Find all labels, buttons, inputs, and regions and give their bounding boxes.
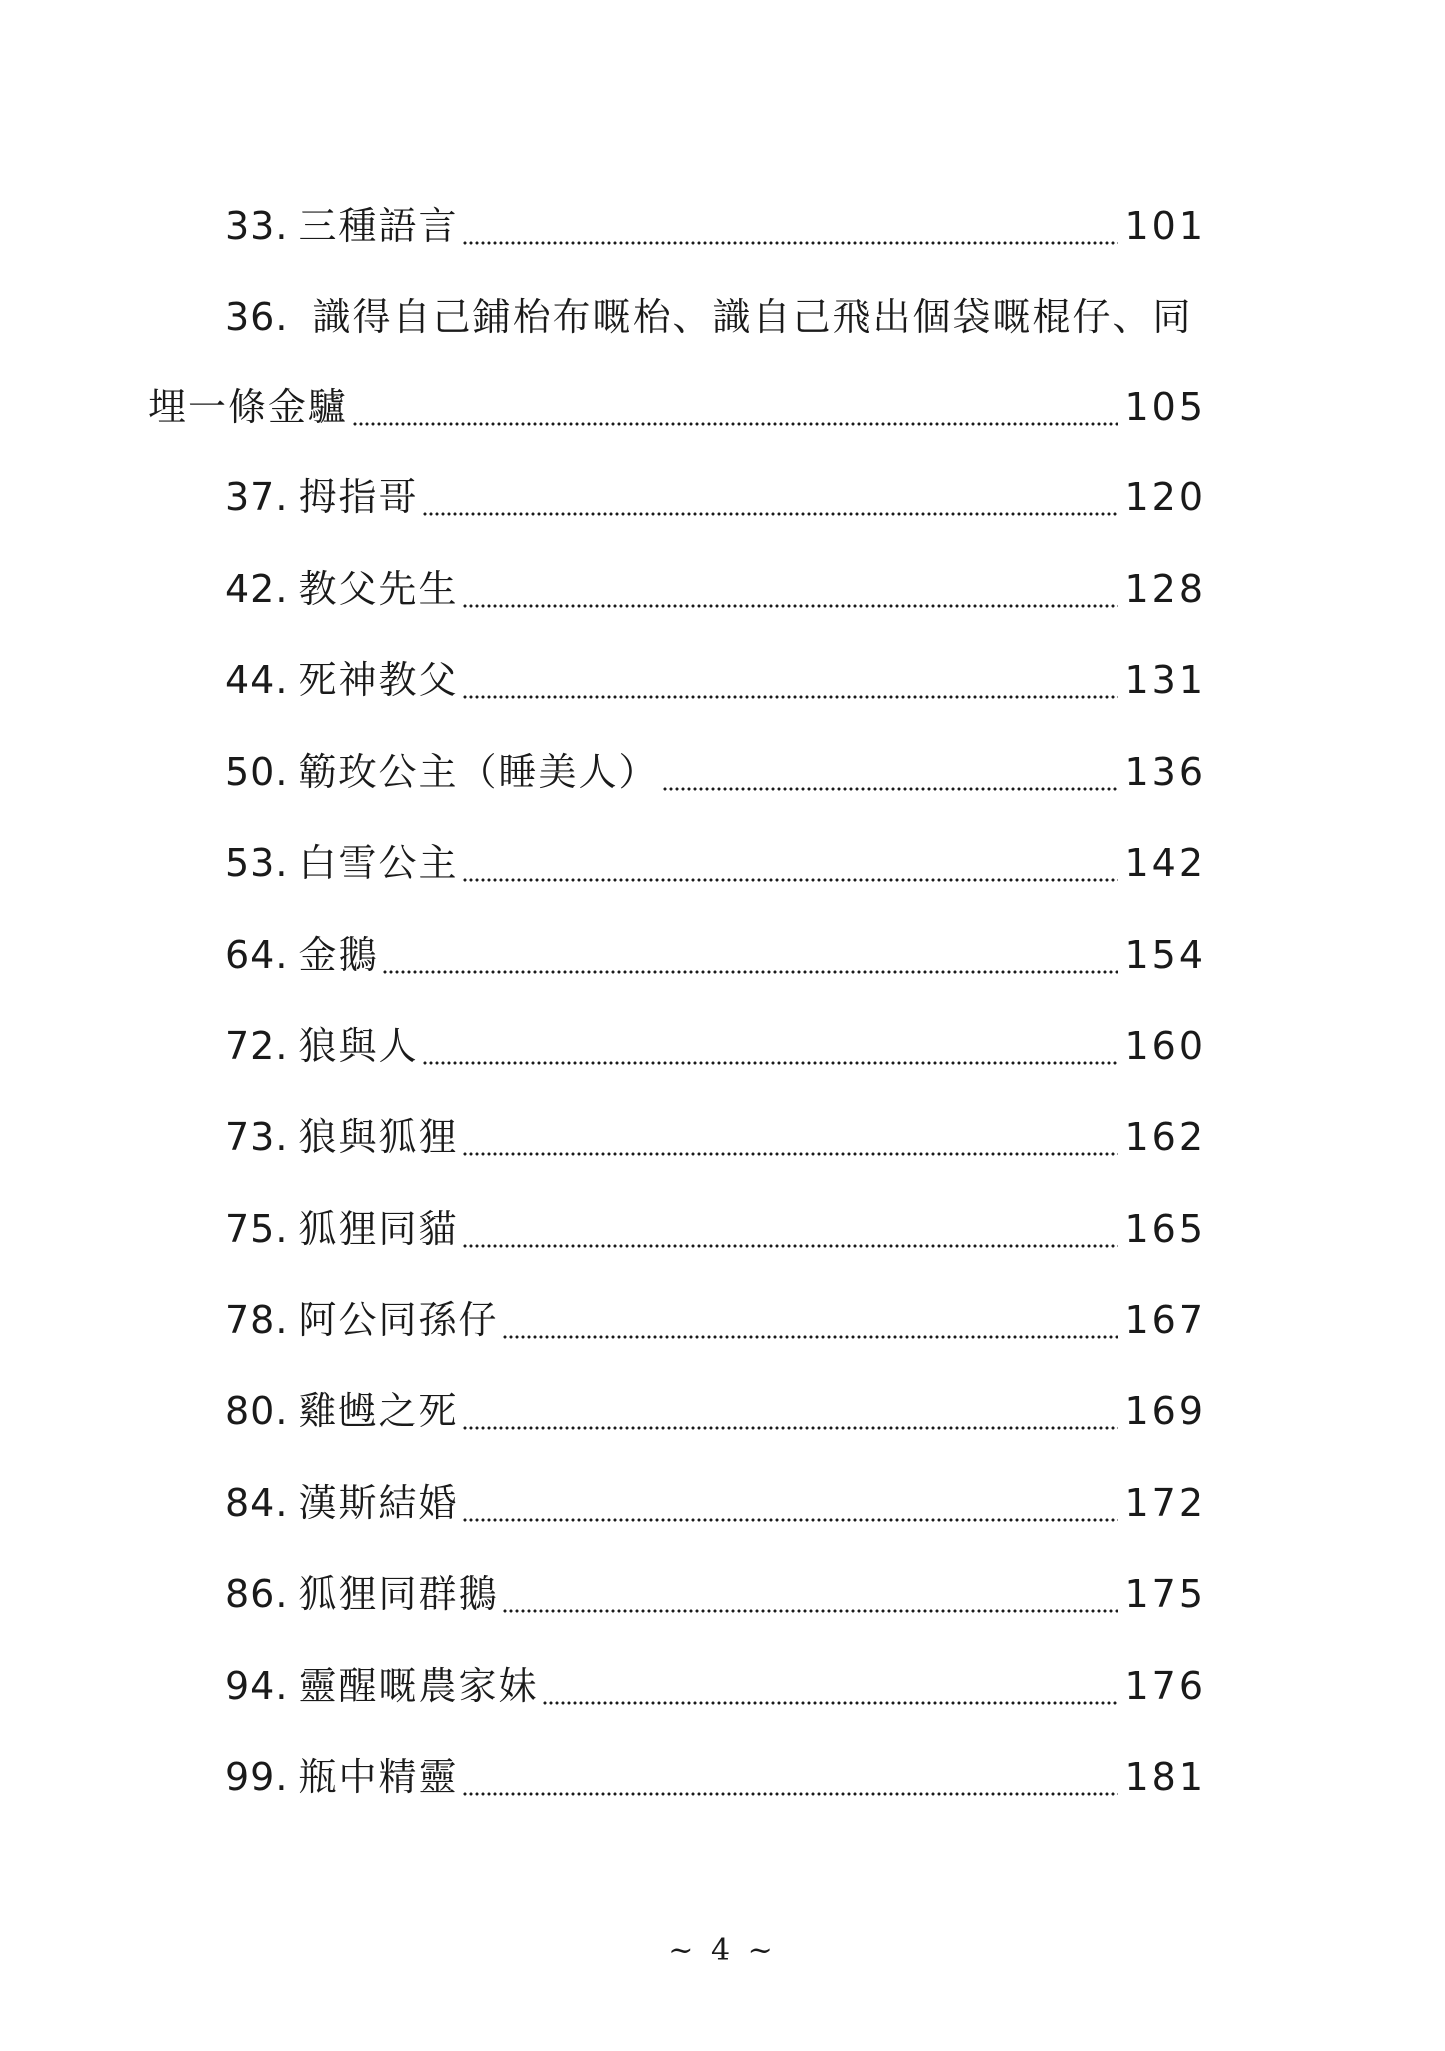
toc-entry[interactable] [0,467,1445,527]
toc-entry[interactable] [0,742,1445,802]
dot-leader [502,1564,1118,1624]
toc-entry[interactable] [0,925,1445,985]
dot-leader [462,650,1118,710]
toc-entry-number: 53. [225,841,289,885]
toc-entry-title-line1: 識得自己鋪枱布嘅枱、識自己飛出個袋嘅棍仔、同 [312,295,1193,339]
toc-entry-page: 176 [1124,1664,1206,1708]
toc-entry-page: 169 [1124,1389,1206,1433]
toc-entry-page: 105 [1124,385,1206,429]
toc-entry-number: 36. [225,295,289,339]
dot-leader [382,925,1118,985]
toc-entry-page: 165 [1124,1207,1206,1251]
toc-entry-number: 44. [225,658,289,702]
toc-entry[interactable] [0,650,1445,710]
toc-entry-page: 101 [1124,204,1206,248]
toc-entry-page: 142 [1124,841,1206,885]
toc-entry-title: 阿公同孫仔 [298,1298,499,1342]
dot-leader [422,1016,1118,1076]
toc-entry-title: 金鵝 [298,933,379,977]
toc-entry-number: 37. [225,475,289,519]
toc-entry[interactable] [0,833,1445,893]
toc-entry[interactable] [0,1016,1445,1076]
toc-entry-page: 160 [1124,1024,1206,1068]
dot-leader [422,467,1118,527]
toc-entry-page: 172 [1124,1481,1206,1525]
toc-entry[interactable] [0,1473,1445,1533]
dot-leader [462,1381,1118,1441]
dot-leader [462,196,1118,256]
toc-entry-title: 死神教父 [298,658,459,702]
toc-entry-page: 167 [1124,1298,1206,1342]
toc-entry-number: 50. [225,750,289,794]
toc-entry[interactable] [0,1290,1445,1350]
dot-leader [352,377,1118,437]
toc-entry-page: 128 [1124,567,1206,611]
page-number: ~ 4 ~ [668,1933,777,1968]
toc-entry-number: 86. [225,1572,289,1616]
toc-entry-page: 154 [1124,933,1206,977]
toc-entry-title: 白雪公主 [298,841,459,885]
toc-entry[interactable] [0,1564,1445,1624]
toc-entry-title: 狼與人 [298,1024,419,1068]
dot-leader [462,1747,1118,1807]
toc-entry-title: 雞乸之死 [298,1389,459,1433]
toc-entry[interactable] [0,1656,1445,1716]
toc-entry[interactable] [0,1107,1445,1167]
toc-entry-number: 72. [225,1024,289,1068]
toc-entry-page: 131 [1124,658,1206,702]
toc-entry-title: 瓶中精靈 [298,1755,459,1799]
toc-entry-number: 84. [225,1481,289,1525]
toc-entry[interactable] [0,196,1445,256]
toc-entry-number: 64. [225,933,289,977]
dot-leader [502,1290,1118,1350]
toc-entry-number: 42. [225,567,289,611]
dot-leader [462,559,1118,619]
toc-entry-title: 狐狸同群鵝 [298,1572,499,1616]
toc-entry-page: 120 [1124,475,1206,519]
dot-leader [462,1473,1118,1533]
toc-entry-page: 162 [1124,1115,1206,1159]
toc-entry-title: 簕玫公主（睡美人） [298,750,659,794]
toc-entry-number: 75. [225,1207,289,1251]
dot-leader [662,742,1118,802]
toc-entry-number: 73. [225,1115,289,1159]
toc-entry[interactable] [0,1199,1445,1259]
toc-entry-title: 教父先生 [298,567,459,611]
toc-entry-title: 漢斯結婚 [298,1481,459,1525]
toc-entry-number: 80. [225,1389,289,1433]
toc-entry-title: 狐狸同貓 [298,1207,459,1251]
toc-entry-number: 99. [225,1755,289,1799]
dot-leader [462,833,1118,893]
toc-entry[interactable] [0,1747,1445,1807]
toc-entry-number: 78. [225,1298,289,1342]
toc-entry-page: 181 [1124,1755,1206,1799]
toc-entry-page: 136 [1124,750,1206,794]
dot-leader [542,1656,1118,1716]
dot-leader [462,1199,1118,1259]
dot-leader [462,1107,1118,1167]
toc-entry[interactable] [0,287,1445,437]
toc-entry-title: 埋一條金驢 [148,385,349,429]
toc-entry-number: 94. [225,1664,289,1708]
toc-entry-title: 三種語言 [298,204,459,248]
toc-entry-number: 33. [225,204,289,248]
toc-entry[interactable] [0,559,1445,619]
toc-entry-page: 175 [1124,1572,1206,1616]
toc-entry-title: 靈醒嘅農家妹 [298,1664,539,1708]
toc-entry-title: 狼與狐狸 [298,1115,459,1159]
toc-entry[interactable] [0,1381,1445,1441]
toc-entry-title: 拇指哥 [298,475,419,519]
